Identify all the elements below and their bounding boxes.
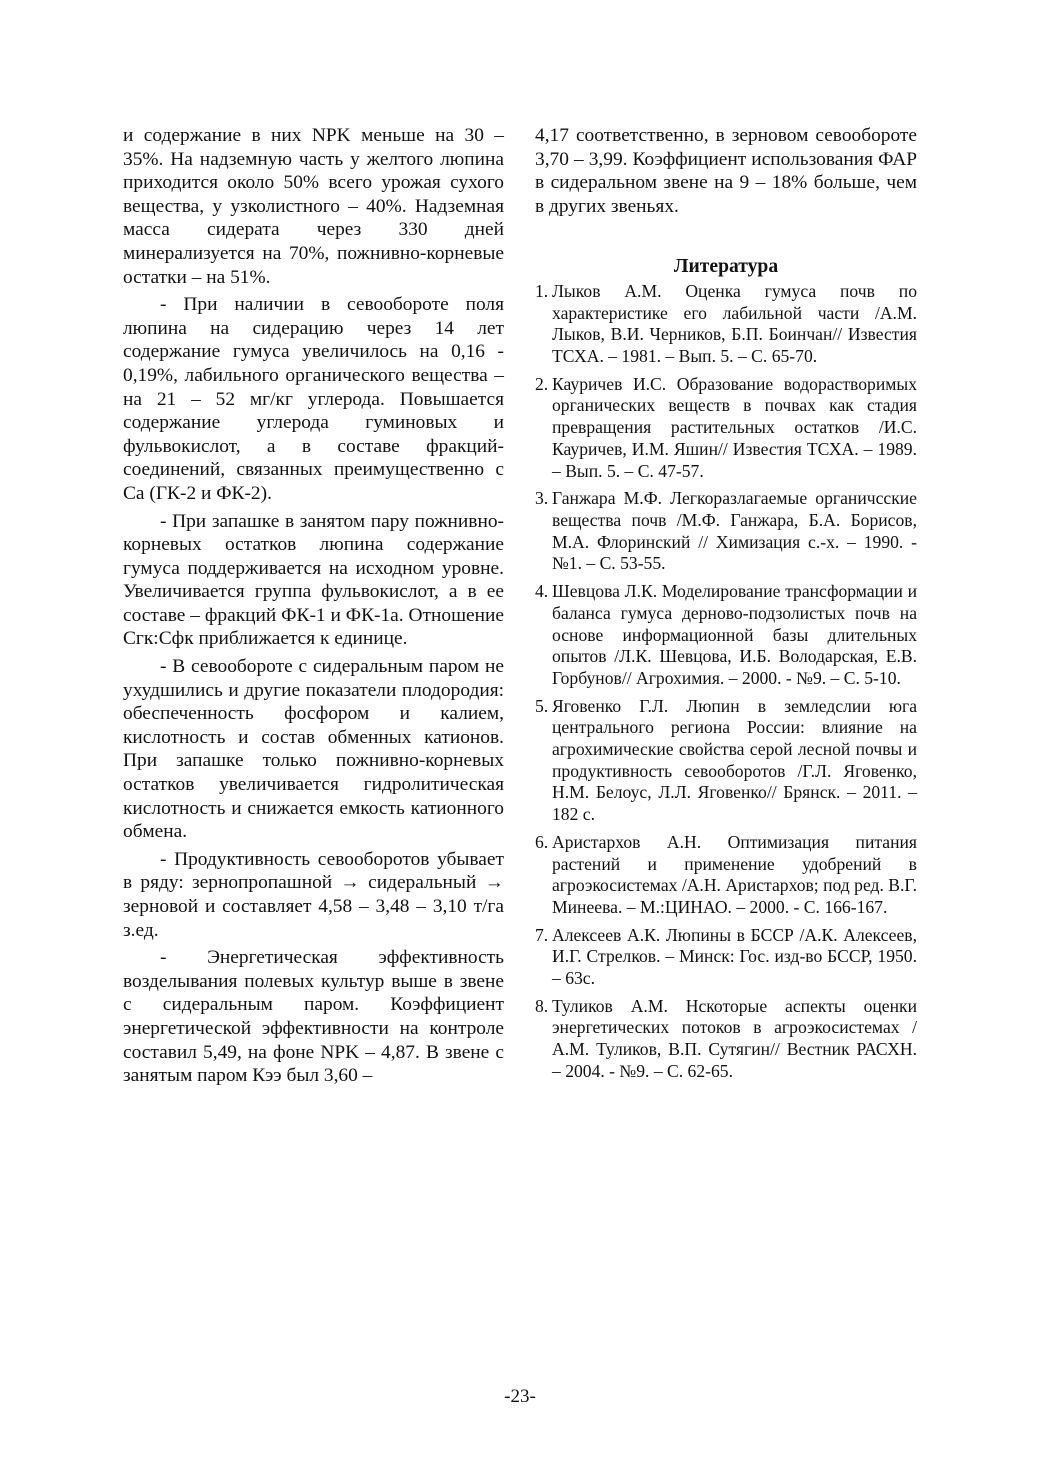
- reference-text: Аристархов А.Н. Оптимизация питания растений и применение удобрений в агроэкосистемах /А.Н. Аристархов; под ред. В.Г. Минеева. – М.:ЦИНАО. – 2000. - С. 166-167.: [552, 831, 917, 917]
- body-paragraph: - Энергетическая эффективность возделывания полевых культур выше в звене с сидеральным паром. Коэффициент энергетической эффективности на контроле составил 5,49, на фоне NPK – 4,87. В звене с занятым паром Кээ был 3,60 –: [123, 947, 504, 1087]
- reference-item: [535, 281, 917, 368]
- reference-item: [535, 996, 917, 1083]
- reference-number: 5.: [535, 695, 549, 716]
- reference-text: Кауричев И.С. Образование водорастворимых органических веществ в почвах как стадия превращения растительных остатков /И.С. Кауричев, И.М. Яшин// Известия ТСХА. – 1989. – Вып. 5. – С. 47-57.: [552, 373, 917, 481]
- body-paragraph: - При запашке в занятом пару пожнивно-корневых остатков люпина содержание гумуса поддерживается на исходном уровне. Увеличивается группа фульвокислот, а в ее составе – фракций ФК-1 и ФК-1а. Отношение Сгк:Сфк приближается к единице.: [123, 510, 504, 650]
- reference-text: Яговенко Г.Л. Люпин в земледслии юга центрального региона России: влияние на агрохимические свойства серой лесной почвы и продуктивность севооборотов /Г.Л. Яговенко, Н.М. Белоус, Л.Л. Яговенко// Брянск. – 2011. – 182 с.: [552, 695, 917, 825]
- reference-item: [535, 925, 917, 990]
- reference-text: Туликов А.М. Нскоторые аспекты оценки энергетических потоков в агроэкосистемах /А.М. Туликов, В.П. Сутягин// Вестник РАСХН. – 2004. - №9. – С. 62-65.: [552, 995, 917, 1081]
- page-number: -23-: [504, 1386, 536, 1407]
- reference-item: [535, 581, 917, 690]
- reference-text: Лыков А.М. Оценка гумуса почв по характеристике его лабильной части /А.М. Лыков, В.И. Черников, Б.П. Боинчан// Известия ТСХА. – 1981. – Вып. 5. – С. 65-70.: [552, 280, 917, 367]
- body-paragraph: и содержание в них NPK меньше на 30 – 35%. На надземную часть у желтого люпина приходится около 50% всего урожая сухого вещества, у узколистного – 40%. Надземная масса сидерата через 330 дней минерализуется на 70%, пожнивно-корневые остатки – на 51%.: [123, 125, 504, 288]
- reference-text: Алексеев А.К. Люпины в БССР /А.К. Алексеев, И.Г. Стрелков. – Минск: Гос. изд-во БССР, 1950. – 63с.: [552, 924, 917, 989]
- reference-item: [535, 832, 917, 919]
- reference-item: [535, 696, 917, 826]
- body-paragraph: 4,17 соответственно, в зерновом севообороте 3,70 – 3,99. Коэффициент использования ФАР в сидеральном звене на 9 – 18% больше, чем в других звеньях.: [535, 125, 917, 217]
- reference-item: [535, 488, 917, 575]
- reference-number: 2.: [535, 373, 549, 394]
- reference-number: 8.: [535, 995, 549, 1016]
- reference-number: 3.: [535, 488, 549, 509]
- body-paragraph: - При наличии в севообороте поля люпина на сидерацию через 14 лет содержание гумуса увеличилось на 0,16 - 0,19%, лабильного органического вещества – на 21 – 52 мг/кг углерода. Повышается содержание углерода гуминовых и фульвокислот, а в составе фракций-соединений, связанных преимущественно с Са (ГК-2 и ФК-2).: [123, 294, 504, 504]
- body-paragraph: - В севообороте с сидеральным паром не ухудшились и другие показатели плодородия: обеспеченность фосфором и калием, кислотность и состав обменных катионов. При запашке только пожнивно-корневых остатков увеличивается гидролитическая кислотность и снижается емкость катионного обмена.: [123, 656, 504, 843]
- left-column: [123, 124, 504, 1092]
- references-heading: Литература: [673, 256, 779, 278]
- reference-number: 6.: [535, 831, 549, 852]
- reference-text: Ганжара М.Ф. Легкоразлагаемые органичсские вещества почв /М.Ф. Ганжара, Б.А. Борисов, М.А. Флоринский // Химизация с.-х. – 1990. - №1. – С. 53-55.: [552, 488, 917, 574]
- reference-number: 4.: [535, 581, 549, 602]
- right-column: [535, 124, 917, 1089]
- reference-item: [535, 374, 917, 483]
- reference-text: Шевцова Л.К. Моделирование трансформации и баланса гумуса дерново-подзолистых почв на основе информационной базы длительных опытов /Л.К. Шевцова, И.Б. Володарская, Е.В. Горбунов// Агрохимия. – 2000. - №9. – С. 5-10.: [552, 581, 917, 688]
- reference-number: 1.: [535, 280, 549, 301]
- body-paragraph: - Продуктивность севооборотов убывает в ряду: зернопропашной → сидеральный → зерновой и составляет 4,58 – 3,48 – 3,10 т/га з.ед.: [123, 848, 504, 941]
- reference-number: 7.: [535, 924, 549, 945]
- references-list: [535, 281, 917, 1083]
